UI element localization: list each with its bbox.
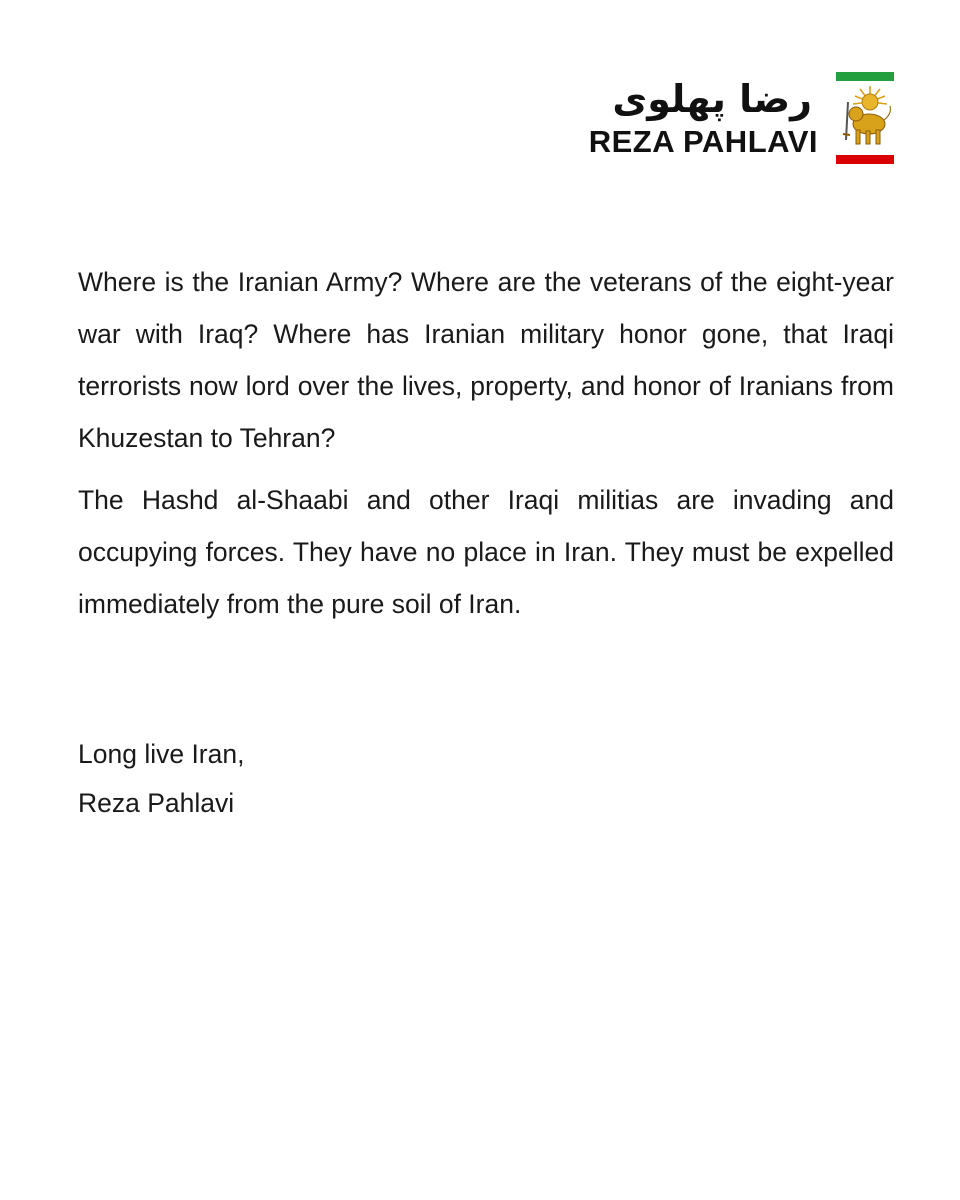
letter-body [78, 256, 894, 828]
logo-latin-name: REZA PAHLAVI [588, 124, 818, 159]
logo [589, 72, 894, 164]
sword-hilt [843, 134, 850, 135]
closing-line: Long live Iran, [78, 739, 245, 769]
closing-block [78, 730, 894, 828]
paragraph-1: Where is the Iranian Army? Where are the veterans of the eight-year war with Iraq? Where has Iranian military honor gone, that Iraqi terrorists now lord over the lives, property, and honor of Iranians from Khuzestan to Tehran? [78, 267, 894, 453]
paragraph-2: The Hashd al-Shaabi and other Iraqi militias are invading and occupying forces. They have no place in Iran. They must be expelled immediately from the pure soil of Iran. [78, 485, 894, 619]
flag-red-stripe [836, 155, 894, 164]
logo-text [589, 76, 818, 160]
sun-disc [862, 94, 878, 110]
lion-and-sun-flag-icon [836, 72, 894, 164]
signature: Reza Pahlavi [78, 788, 235, 818]
flag-green-stripe [836, 72, 894, 81]
logo-persian-name: رضا پهلوی [612, 77, 812, 121]
lion-body [849, 106, 890, 144]
